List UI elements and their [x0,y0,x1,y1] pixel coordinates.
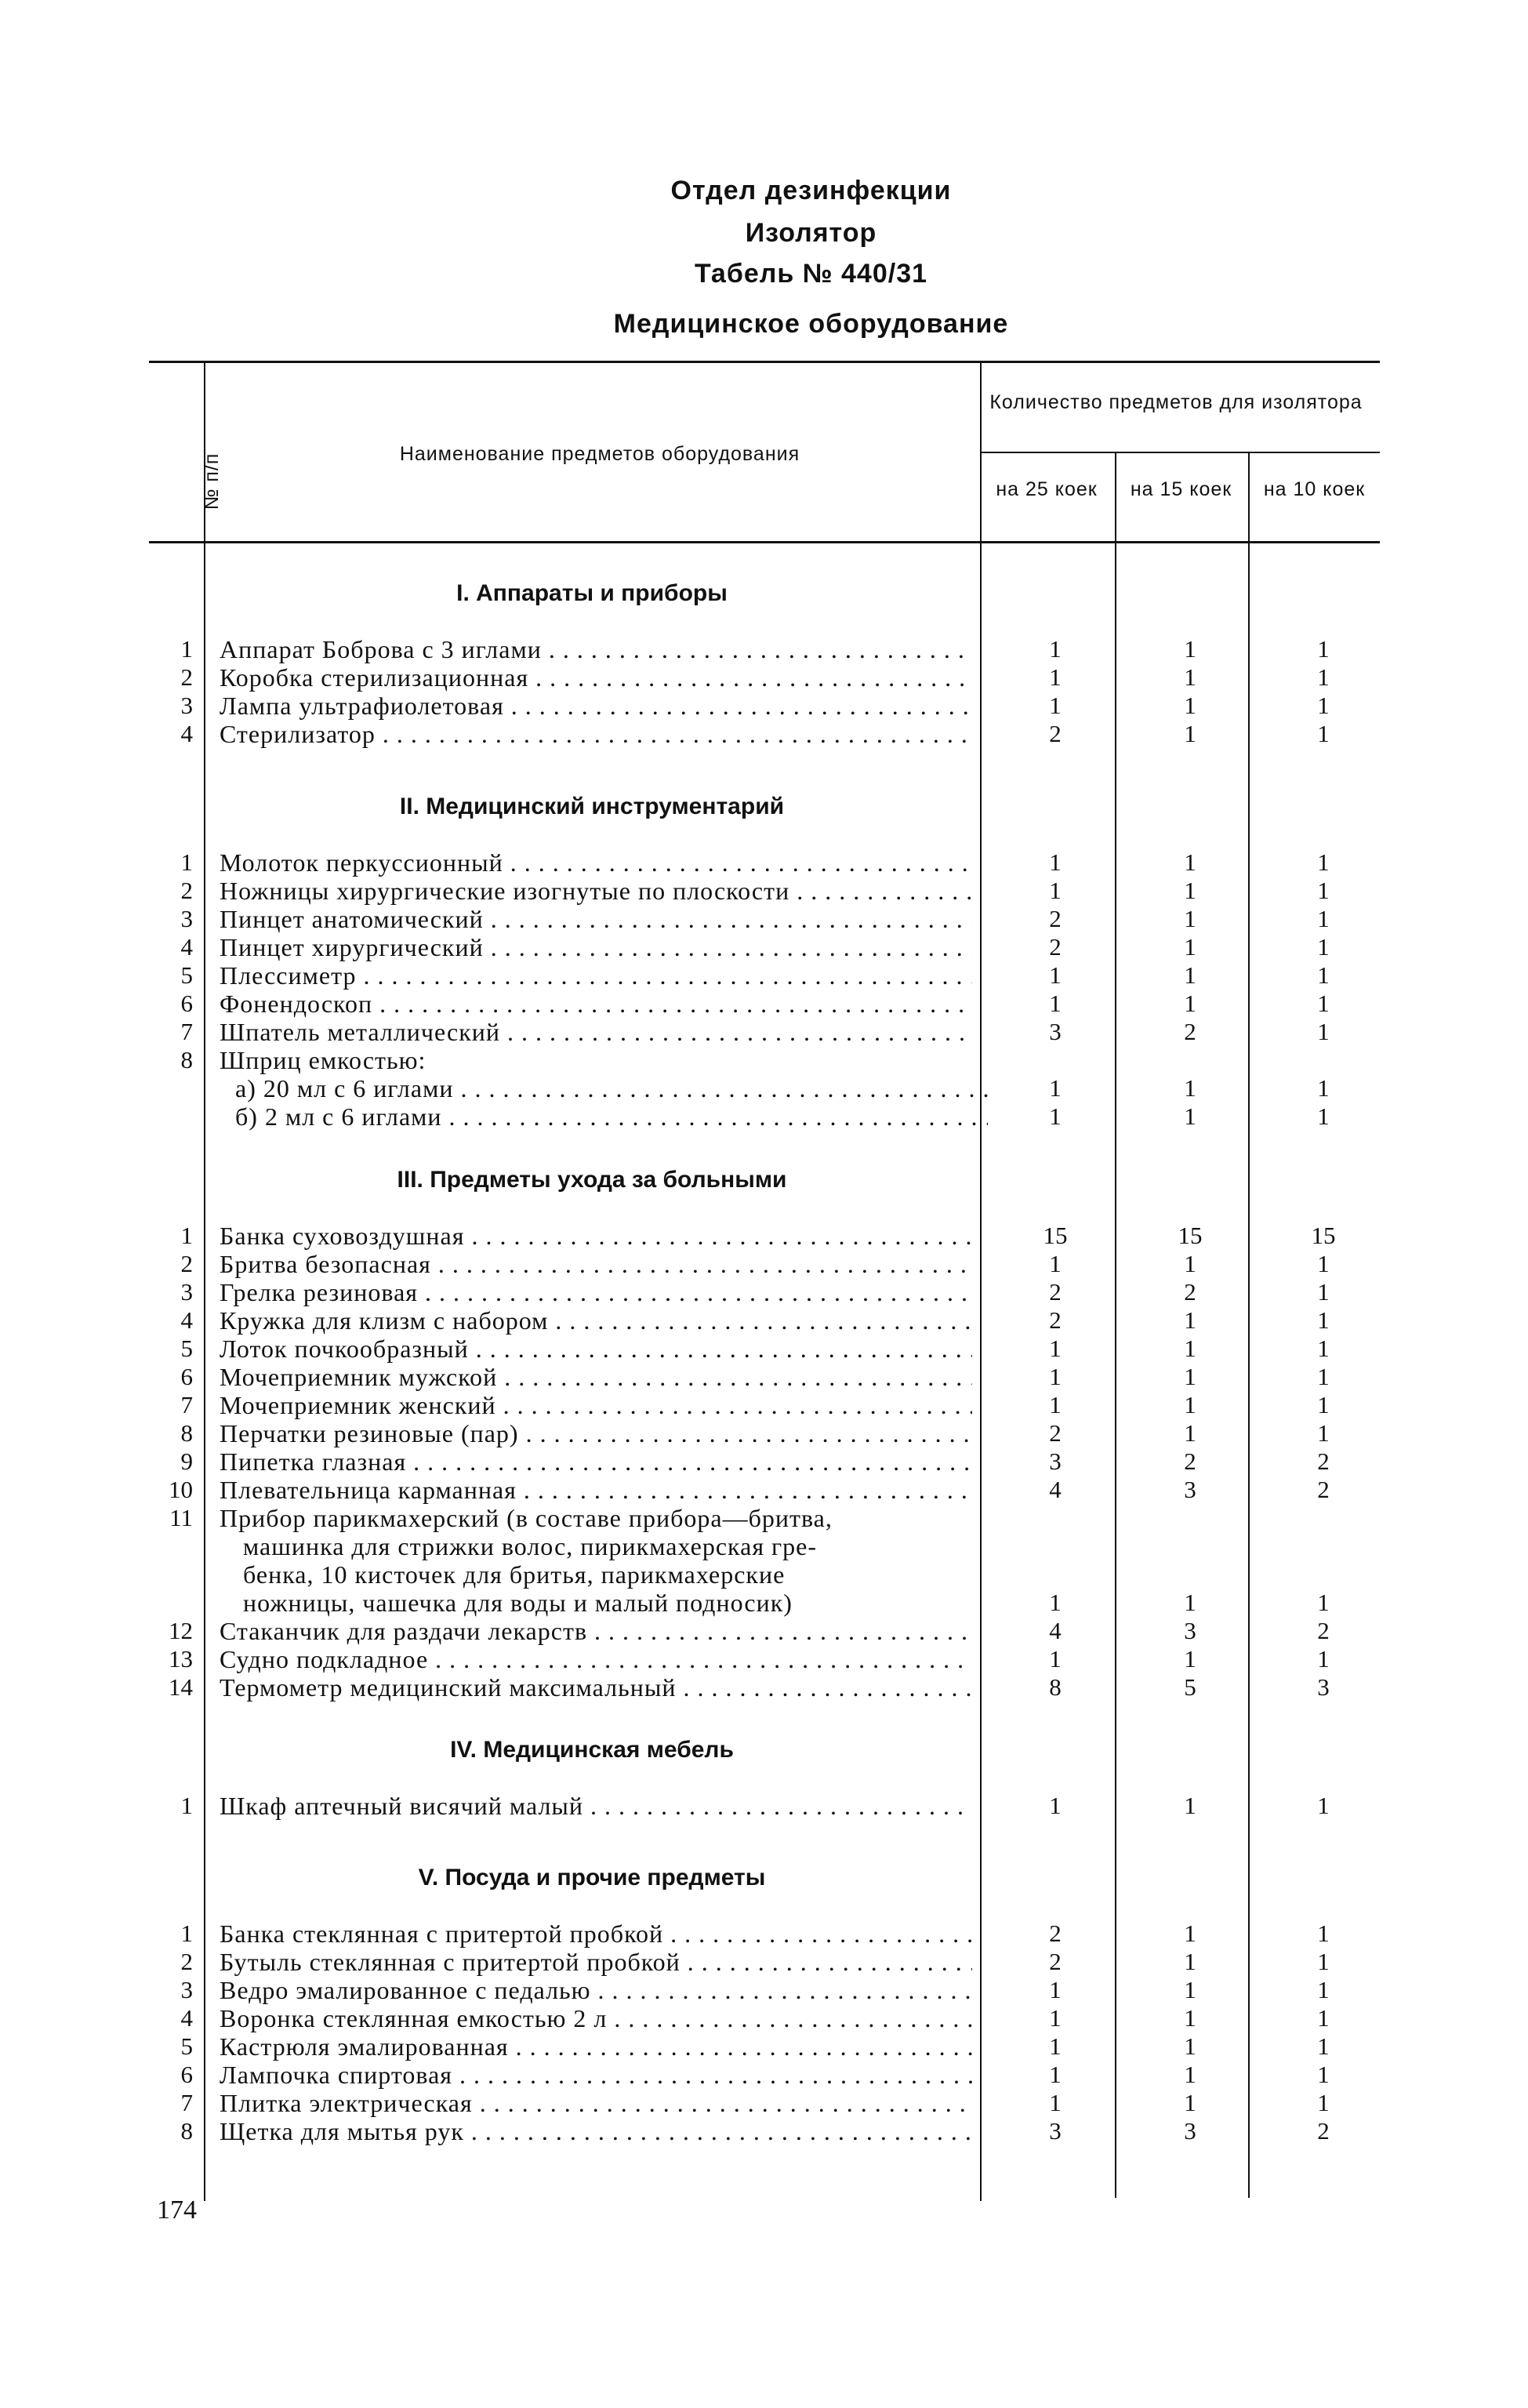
item-name: машинка для стрижки волос, пирикмахерская гре- [243,1532,818,1560]
page-subtitle: Медицинское оборудование [613,309,1009,339]
item-name: Пинцет анатомический . . . [220,905,972,933]
header-item-name: Наименование предметов оборудования [399,443,800,465]
qty-10: 1 [1317,933,1330,961]
qty-10: 2 [1317,1476,1330,1503]
row-number: 8 [180,2117,193,2145]
row-number: 2 [180,1948,193,1975]
qty-15: 1 [1184,635,1196,663]
qty-25: 1 [1049,663,1062,691]
row-number: 7 [180,1391,193,1418]
qty-10: 1 [1317,2061,1330,2088]
qty-10: 1 [1317,848,1330,876]
qty-15: 1 [1184,1976,1196,2003]
qty-15: 3 [1184,1476,1196,1503]
qty-25: 4 [1049,1476,1062,1503]
header-15-beds: на 15 коек [1130,478,1232,500]
col-divider-15 [1248,453,1250,2198]
row-number: 1 [180,1919,193,1947]
row-number: 4 [180,933,193,961]
item-name: Шприц емкостью: [220,1046,426,1074]
qty-15: 1 [1184,1919,1196,1947]
qty-25: 1 [1049,1250,1062,1277]
qty-10: 15 [1311,1222,1336,1249]
item-name: Грелка резиновая . . . [220,1278,972,1306]
qty-10: 1 [1317,1948,1330,1975]
item-name: Коробка стерилизационная . . . [220,663,972,692]
qty-10: 1 [1317,663,1330,691]
qty-15: 1 [1184,1074,1196,1102]
item-name: Лоток почкообразный . . . [220,1335,972,1363]
qty-15: 1 [1184,2004,1196,2032]
qty-15: 1 [1184,933,1196,961]
qty-10: 1 [1317,1074,1330,1102]
row-number: 2 [180,1250,193,1277]
item-name: ножницы, чашечка для воды и малый подносик) [243,1589,793,1617]
row-number: 12 [169,1617,193,1644]
item-name: Шкаф аптечный висячий малый . . . [220,1792,972,1820]
qty-10: 3 [1317,1673,1330,1701]
qty-10: 1 [1317,692,1330,719]
qty-25: 1 [1049,1792,1062,1819]
qty-25: 1 [1049,848,1062,876]
qty-15: 1 [1184,961,1196,989]
item-name: Шпатель металлический . . . [220,1018,972,1046]
header-quantity: Количество предметов для изолятора [989,391,1363,413]
qty-15: 1 [1184,2089,1196,2116]
qty-25: 1 [1049,692,1062,719]
item-name: бенка, 10 кисточек для бритья, парикмахерские [243,1560,786,1589]
item-name: Термометр медицинский максимальный . . . [220,1673,972,1702]
qty-10: 1 [1317,877,1330,904]
item-name: Плитка электрическая . . . [220,2089,972,2117]
row-number: 13 [169,1645,193,1673]
item-name: Молоток перкуссионный . . . [220,848,972,877]
qty-15: 1 [1184,1419,1196,1447]
qty-15: 1 [1184,1645,1196,1673]
item-name: Прибор парикмахерский (в составе прибора—бритва, [220,1504,833,1532]
item-name: Плевательница карманная . . . [220,1476,972,1504]
item-name: Бритва безопасная . . . [220,1250,972,1278]
row-number: 11 [169,1504,193,1531]
row-number: 6 [180,2061,193,2088]
row-number: 6 [180,1363,193,1390]
qty-10: 1 [1317,720,1330,747]
qty-25: 2 [1049,1419,1062,1447]
item-name: Стерилизатор . . . [220,720,972,748]
col-divider-num [204,362,205,2201]
row-number: 8 [180,1046,193,1073]
col-divider-25 [1115,453,1116,2198]
qty-15: 1 [1184,2061,1196,2088]
qty-25: 1 [1049,2061,1062,2088]
qty-10: 1 [1317,1335,1330,1362]
qty-25: 2 [1049,1306,1062,1334]
qty-15: 1 [1184,1391,1196,1418]
item-name: а) 20 мл с 6 иглами . . . [235,1074,988,1102]
department-title: Отдел дезинфекции [670,176,952,205]
qty-25: 1 [1049,877,1062,904]
qty-25: 1 [1049,1645,1062,1673]
qty-15: 1 [1184,1792,1196,1819]
qty-25: 1 [1049,961,1062,989]
row-number: 1 [180,1792,193,1819]
header-bottom-rule [149,541,1380,543]
qty-10: 1 [1317,961,1330,989]
qty-10: 1 [1317,905,1330,932]
qty-25: 2 [1049,1278,1062,1306]
header-number: № п/п [201,452,223,510]
row-number: 5 [180,961,193,989]
qty-10: 1 [1317,1645,1330,1673]
qty-25: 1 [1049,2089,1062,2116]
qty-15: 1 [1184,1102,1196,1130]
row-number: 1 [180,635,193,663]
qty-subheader-rule [982,452,1380,453]
qty-10: 2 [1317,1617,1330,1644]
row-number: 4 [180,1306,193,1334]
qty-25: 2 [1049,1948,1062,1975]
row-number: 1 [180,1222,193,1249]
qty-15: 1 [1184,2032,1196,2060]
row-number: 2 [180,663,193,691]
qty-10: 1 [1317,1792,1330,1819]
qty-25: 1 [1049,1363,1062,1390]
item-name: б) 2 мл с 6 иглами . . . [235,1102,988,1131]
col-divider-name [980,362,982,2201]
qty-10: 1 [1317,1391,1330,1418]
item-name: Аппарат Боброва с 3 иглами . . . [220,635,972,663]
qty-25: 1 [1049,1074,1062,1102]
item-name: Щетка для мытья рук . . . [220,2117,972,2145]
item-name: Ведро эмалированное с педалью . . . [220,1976,972,2004]
qty-15: 1 [1184,1948,1196,1975]
section-title: V. Посуда и прочие предметы [418,1865,766,1890]
qty-25: 1 [1049,2004,1062,2032]
qty-10: 1 [1317,1589,1330,1616]
row-number: 4 [180,2004,193,2032]
item-name: Банка суховоздушная . . . [220,1222,972,1250]
qty-15: 1 [1184,1250,1196,1277]
qty-15: 2 [1184,1447,1196,1475]
qty-15: 1 [1184,990,1196,1017]
row-number: 14 [169,1673,193,1701]
item-name: Перчатки резиновые (пар) . . . [220,1419,972,1447]
row-number: 7 [180,1018,193,1045]
qty-15: 1 [1184,1363,1196,1390]
row-number: 5 [180,2032,193,2060]
row-number: 3 [180,905,193,932]
item-name: Пинцет хирургический . . . [220,933,972,961]
section-title: III. Предметы ухода за больными [397,1167,787,1193]
table-number: Табель № 440/31 [694,259,928,289]
section-title: II. Медицинский инструментарий [399,794,785,819]
qty-25: 1 [1049,2032,1062,2060]
row-number: 2 [180,877,193,904]
qty-15: 1 [1184,905,1196,932]
qty-10: 1 [1317,1250,1330,1277]
qty-25: 8 [1049,1673,1062,1701]
row-number: 4 [180,720,193,747]
qty-15: 3 [1184,2117,1196,2145]
qty-25: 3 [1049,1018,1062,1045]
qty-10: 1 [1317,2089,1330,2116]
section-title: I. Аппараты и приборы [456,580,728,606]
qty-15: 15 [1178,1222,1203,1249]
section-title: IV. Медицинская мебель [450,1737,734,1763]
item-name: Кружка для клизм с набором . . . [220,1306,972,1335]
qty-25: 2 [1049,720,1062,747]
item-name: Плессиметр . . . [220,961,972,990]
qty-25: 15 [1043,1222,1068,1249]
row-number: 3 [180,1976,193,2003]
qty-15: 1 [1184,1589,1196,1616]
item-name: Стаканчик для раздачи лекарств . . . [220,1617,972,1645]
row-number: 6 [180,990,193,1017]
qty-10: 1 [1317,1018,1330,1045]
qty-10: 1 [1317,1102,1330,1130]
qty-25: 1 [1049,1589,1062,1616]
qty-10: 1 [1317,2032,1330,2060]
table-top-rule [149,361,1380,363]
qty-15: 1 [1184,663,1196,691]
header-25-beds: на 25 коек [996,478,1098,500]
row-number: 8 [180,1419,193,1447]
qty-25: 1 [1049,635,1062,663]
qty-10: 1 [1317,1976,1330,2003]
row-number: 5 [180,1335,193,1362]
header-10-beds: на 10 коек [1263,478,1366,500]
qty-10: 1 [1317,1306,1330,1334]
qty-15: 1 [1184,1335,1196,1362]
qty-15: 3 [1184,1617,1196,1644]
item-name: Кастрюля эмалированная . . . [220,2032,972,2061]
item-name: Пипетка глазная . . . [220,1447,972,1476]
qty-25: 4 [1049,1617,1062,1644]
item-name: Фонендоскоп . . . [220,990,972,1018]
qty-10: 2 [1317,1447,1330,1475]
row-number: 3 [180,692,193,719]
qty-15: 1 [1184,1306,1196,1334]
qty-15: 2 [1184,1278,1196,1306]
item-name: Банка стеклянная с притертой пробкой . . . [220,1919,972,1948]
qty-15: 5 [1184,1673,1196,1701]
qty-25: 2 [1049,905,1062,932]
row-number: 1 [180,848,193,876]
item-name: Мочеприемник мужской . . . [220,1363,972,1391]
qty-25: 1 [1049,1391,1062,1418]
qty-10: 1 [1317,2004,1330,2032]
qty-15: 1 [1184,877,1196,904]
item-name: Судно подкладное . . . [220,1645,972,1673]
qty-25: 2 [1049,933,1062,961]
qty-10: 2 [1317,2117,1330,2145]
qty-25: 2 [1049,1919,1062,1947]
qty-25: 3 [1049,1447,1062,1475]
item-name: Бутыль стеклянная с притертой пробкой . . . [220,1948,972,1976]
item-name: Воронка стеклянная емкостью 2 л . . . [220,2004,972,2032]
row-number: 10 [169,1476,193,1503]
qty-25: 3 [1049,2117,1062,2145]
qty-25: 1 [1049,1102,1062,1130]
qty-10: 1 [1317,1919,1330,1947]
item-name: Ножницы хирургические изогнутые по плоскости . . . [220,877,972,905]
unit-title: Изолятор [745,218,877,248]
qty-10: 1 [1317,990,1330,1017]
page-number: 174 [157,2196,197,2225]
qty-25: 1 [1049,990,1062,1017]
item-name: Мочеприемник женский . . . [220,1391,972,1419]
qty-15: 1 [1184,848,1196,876]
row-number: 9 [180,1447,193,1475]
qty-15: 1 [1184,720,1196,747]
item-name: Лампочка спиртовая . . . [220,2061,972,2089]
qty-15: 2 [1184,1018,1196,1045]
row-number: 3 [180,1278,193,1306]
qty-25: 1 [1049,1976,1062,2003]
row-number: 7 [180,2089,193,2116]
qty-25: 1 [1049,1335,1062,1362]
item-name: Лампа ультрафиолетовая . . . [220,692,972,720]
qty-10: 1 [1317,1419,1330,1447]
qty-10: 1 [1317,635,1330,663]
qty-15: 1 [1184,692,1196,719]
qty-10: 1 [1317,1363,1330,1390]
qty-10: 1 [1317,1278,1330,1306]
